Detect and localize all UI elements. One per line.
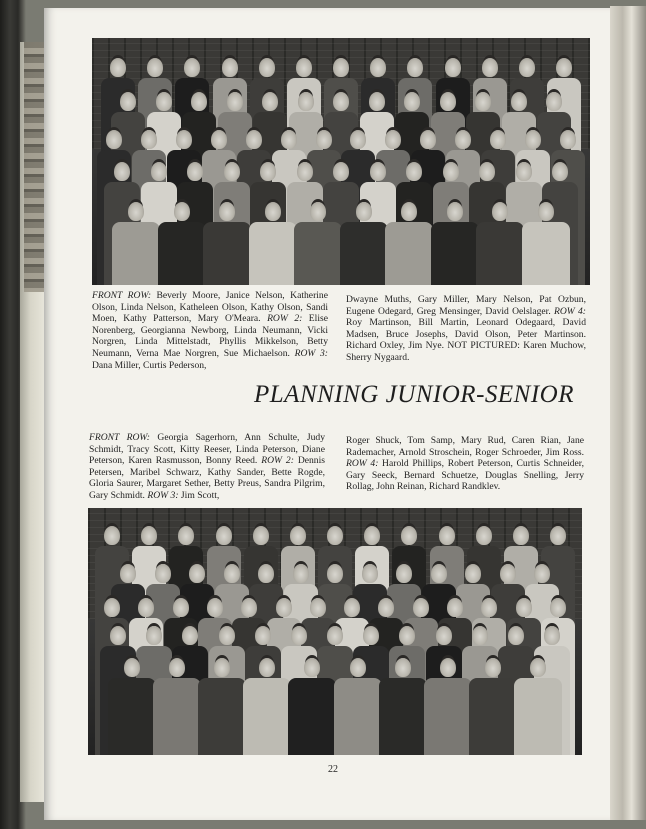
row-label: FRONT ROW:: [89, 432, 150, 443]
student-face: [490, 130, 506, 149]
student-face: [110, 58, 126, 77]
student-face: [485, 658, 501, 677]
student-face: [546, 92, 562, 111]
row-names: Harold Phillips, Robert Peterson, Curtis Schneider, Gary Seeck, Bernard Schuetze, Douglas Snelling, Jerry Rollag, John Reinan, Richard Randklev.: [346, 458, 585, 493]
student-face: [151, 162, 167, 181]
row-label: ROW 3:: [147, 489, 179, 501]
student-figure: [153, 678, 201, 755]
student-face: [544, 626, 560, 645]
student-face: [396, 564, 412, 583]
student-face: [500, 564, 516, 583]
student-face: [259, 58, 275, 77]
facing-page-photo-strip: [24, 42, 44, 292]
top-caption-left: [92, 290, 328, 371]
student-face: [128, 202, 144, 221]
student-face: [350, 130, 366, 149]
student-face: [141, 130, 157, 149]
student-face: [350, 658, 366, 677]
page-number: 22: [328, 764, 338, 775]
student-face: [525, 130, 541, 149]
student-face: [262, 92, 278, 111]
student-figure: [340, 222, 388, 285]
student-face: [184, 58, 200, 77]
student-face: [120, 564, 136, 583]
student-face: [291, 626, 307, 645]
student-face: [344, 598, 360, 617]
student-face: [211, 130, 227, 149]
student-face: [114, 162, 130, 181]
student-figure: [385, 222, 433, 285]
student-face: [219, 202, 235, 221]
student-face: [187, 162, 203, 181]
student-face: [178, 526, 194, 545]
student-face: [156, 92, 172, 111]
student-face: [552, 162, 568, 181]
row-names: Jim Scott,: [178, 489, 220, 501]
student-face: [176, 130, 192, 149]
student-face: [356, 202, 372, 221]
student-face: [155, 564, 171, 583]
row-label: ROW 2:: [261, 455, 294, 467]
student-face: [290, 526, 306, 545]
row-names: Roger Shuck, Tom Samp, Mary Rud, Caren Rian, Jane Rademacher, Arnold Stroschein, Roger Schroeder, Jim Ross.: [346, 435, 584, 458]
student-face: [169, 658, 185, 677]
row-label: ROW 3:: [294, 347, 328, 359]
student-face: [369, 92, 385, 111]
row-names: Dana Miller, Curtis Pederson,: [92, 359, 207, 371]
student-face: [479, 162, 495, 181]
student-figure: [294, 222, 342, 285]
student-figure: [288, 678, 336, 755]
student-face: [224, 162, 240, 181]
student-face: [227, 92, 243, 111]
row-names: Elise Norenberg, Georgianna Newborg, Linda Neumann, Vicki Norgren, Linda Mittelstadt, Phyllis Mikkelson, Betty Neumann, Verna Mae Norgren, Sue Michaelson.: [92, 313, 328, 359]
student-face: [439, 526, 455, 545]
student-face: [333, 58, 349, 77]
student-face: [316, 130, 332, 149]
student-figure: [158, 222, 206, 285]
student-face: [333, 92, 349, 111]
row-names: Beverly Moore, Janice Nelson, Katherine Olson, Linda Nelson, Katheleen Olson, Kathy Olson, Sandi Moen, Kathy Patterson, Mary O'Meara.: [92, 290, 328, 325]
row-names: Dwayne Muths, Gary Miller, Mary Nelson, Pat Ozbun, Eugene Odegard, Greg Mensinger, David Oelslager.: [346, 294, 586, 317]
row-names: Georgia Sagerhorn, Ann Schulte, Judy Schmidt, Tracy Scott, Kitty Reeser, Linda Peterson, Diane Peterson, Karen Rasmusson, Bonny Reed.: [89, 432, 325, 467]
top-group-photo: [92, 38, 590, 285]
student-face: [443, 162, 459, 181]
student-face: [182, 626, 198, 645]
student-face: [189, 564, 205, 583]
student-figure: [514, 678, 562, 755]
student-face: [492, 202, 508, 221]
student-figure: [522, 222, 570, 285]
student-face: [475, 92, 491, 111]
row-label: ROW 4:: [346, 458, 379, 470]
student-face: [420, 130, 436, 149]
student-face: [333, 162, 349, 181]
student-face: [370, 162, 386, 181]
student-face: [219, 626, 235, 645]
student-face: [385, 130, 401, 149]
facing-page-edge: [20, 42, 46, 802]
student-face: [472, 626, 488, 645]
student-face: [447, 598, 463, 617]
student-face: [327, 526, 343, 545]
row-names: Dennis Petersen, Maribel Schwarz, Kathy Sander, Bette Rogde, Gloria Saurer, Margaret Sether, Betty Preus, Sandra Pilgrim, Gary Schmidt.: [89, 455, 325, 501]
bottom-group-photo: [88, 508, 582, 755]
student-face: [147, 58, 163, 77]
student-face: [293, 564, 309, 583]
student-face: [395, 658, 411, 677]
student-face: [310, 598, 326, 617]
student-face: [141, 526, 157, 545]
student-face: [447, 202, 463, 221]
student-face: [246, 130, 262, 149]
student-figure: [203, 222, 251, 285]
student-face: [465, 564, 481, 583]
student-face: [445, 58, 461, 77]
student-face: [534, 564, 550, 583]
bottom-caption-right: [346, 435, 584, 493]
student-face: [404, 92, 420, 111]
student-face: [138, 598, 154, 617]
student-face: [253, 526, 269, 545]
student-figure: [243, 678, 291, 755]
yearbook-page: [44, 8, 610, 820]
student-face: [304, 658, 320, 677]
student-face: [191, 92, 207, 111]
student-face: [259, 658, 275, 677]
student-face: [297, 162, 313, 181]
student-figure: [112, 222, 160, 285]
student-figure: [431, 222, 479, 285]
student-face: [276, 598, 292, 617]
page-stack-edge: [610, 6, 646, 820]
student-face: [298, 92, 314, 111]
student-face: [455, 130, 471, 149]
student-face: [363, 626, 379, 645]
student-face: [265, 202, 281, 221]
student-face: [378, 598, 394, 617]
row-label: ROW 2:: [267, 313, 303, 325]
row-label: ROW 4:: [553, 305, 587, 317]
student-face: [440, 92, 456, 111]
student-face: [104, 598, 120, 617]
student-figure: [424, 678, 472, 755]
student-face: [399, 626, 415, 645]
student-face: [538, 202, 554, 221]
student-face: [296, 58, 312, 77]
student-figure: [476, 222, 524, 285]
student-face: [362, 564, 378, 583]
student-face: [260, 162, 276, 181]
student-face: [146, 626, 162, 645]
student-face: [530, 658, 546, 677]
top-caption-right: [346, 294, 586, 364]
bottom-caption-left: [89, 432, 325, 502]
student-face: [519, 58, 535, 77]
student-figure: [469, 678, 517, 755]
student-face: [550, 598, 566, 617]
student-face: [476, 526, 492, 545]
student-face: [513, 526, 529, 545]
student-face: [258, 564, 274, 583]
student-face: [224, 564, 240, 583]
student-face: [120, 92, 136, 111]
student-face: [516, 598, 532, 617]
student-face: [327, 564, 343, 583]
student-figure: [198, 678, 246, 755]
student-face: [207, 598, 223, 617]
student-face: [550, 526, 566, 545]
section-heading: PLANNING JUNIOR-SENIOR: [254, 381, 574, 408]
student-figure: [108, 678, 156, 755]
student-face: [508, 626, 524, 645]
student-face: [174, 202, 190, 221]
student-face: [370, 58, 386, 77]
student-figure: [334, 678, 382, 755]
student-face: [110, 626, 126, 645]
student-face: [124, 658, 140, 677]
student-figure: [249, 222, 297, 285]
student-face: [104, 526, 120, 545]
student-face: [407, 58, 423, 77]
student-face: [241, 598, 257, 617]
student-face: [413, 598, 429, 617]
student-face: [173, 598, 189, 617]
student-face: [401, 202, 417, 221]
student-face: [106, 130, 122, 149]
student-face: [481, 598, 497, 617]
student-face: [436, 626, 452, 645]
student-face: [216, 526, 232, 545]
student-face: [222, 58, 238, 77]
student-face: [214, 658, 230, 677]
student-face: [327, 626, 343, 645]
row-label: FRONT ROW:: [92, 290, 152, 301]
student-face: [406, 162, 422, 181]
student-face: [482, 58, 498, 77]
student-face: [516, 162, 532, 181]
student-face: [401, 526, 417, 545]
row-names: Roy Martinson, Bill Martin, Leonard Odegaard, David Madsen, Bruce Josephs, David Olson, Peter Martinson. Richard Oxley, Jim Nye. NOT PICTURED: Karen Muchow, Sherry Nygaard.: [346, 317, 586, 363]
student-face: [440, 658, 456, 677]
student-figure: [379, 678, 427, 755]
student-face: [556, 58, 572, 77]
student-face: [255, 626, 271, 645]
student-face: [281, 130, 297, 149]
student-face: [364, 526, 380, 545]
student-face: [560, 130, 576, 149]
student-face: [511, 92, 527, 111]
student-face: [431, 564, 447, 583]
student-face: [310, 202, 326, 221]
